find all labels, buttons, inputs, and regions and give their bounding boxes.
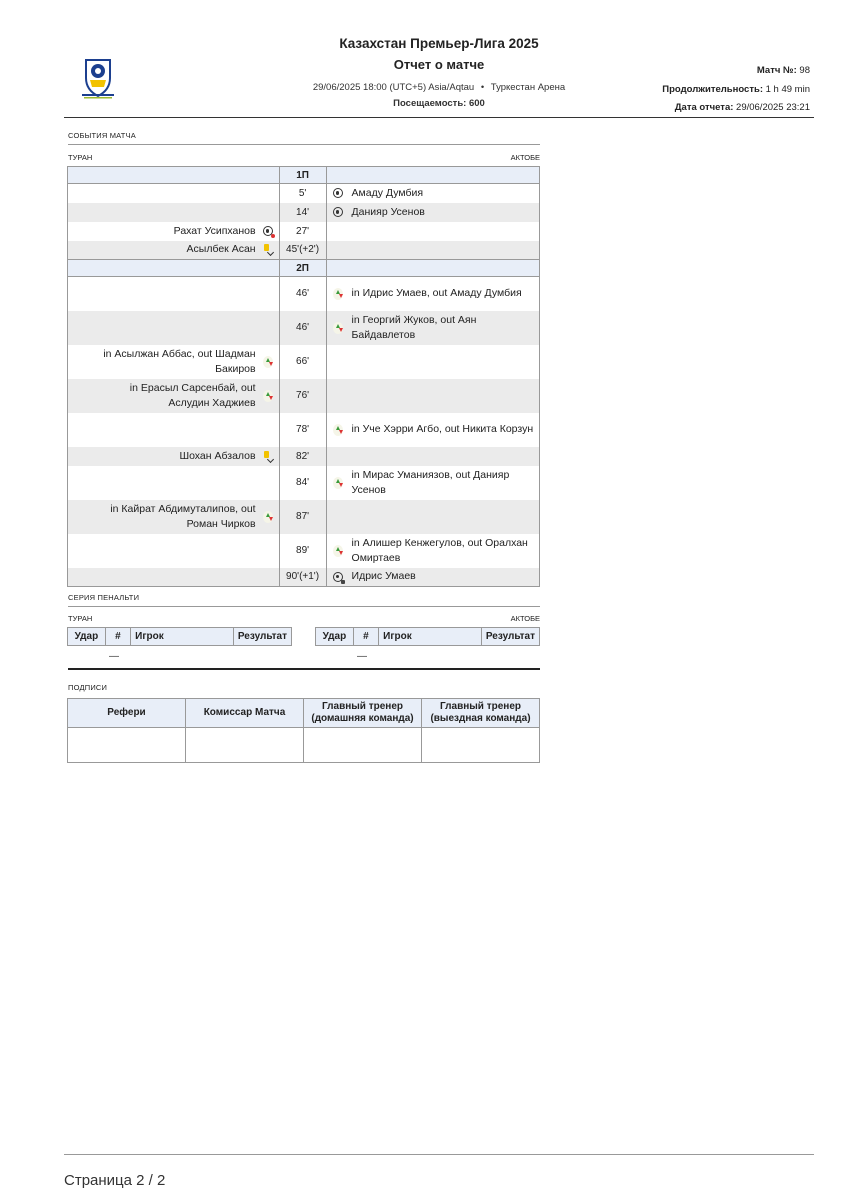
event-text: Рахат Усипханов (173, 224, 256, 237)
away-penalties-table (315, 627, 540, 646)
event-away-cell (326, 184, 539, 203)
substitution-icon (263, 356, 273, 368)
event-minute: 89' (279, 534, 326, 568)
event-home-cell (68, 413, 280, 447)
event-row (68, 466, 540, 500)
event-row (68, 222, 540, 241)
match-info (662, 62, 810, 118)
event-home-cell (68, 447, 280, 466)
event-row (68, 345, 540, 379)
signatures-table (67, 698, 540, 763)
event-home-cell (68, 184, 280, 203)
event-home-cell (68, 277, 280, 311)
league-title: Казахстан Премьер-Лига 2025 (339, 36, 539, 51)
event-home-cell (68, 568, 280, 587)
event-away-cell (326, 277, 539, 311)
event-home-cell (68, 345, 280, 379)
substitution-icon (333, 288, 343, 300)
period-header-row (68, 260, 540, 277)
event-minute: 84' (279, 466, 326, 500)
pen-col-shot: Удар (316, 628, 354, 646)
meta-separator: • (480, 82, 485, 93)
page-number: Страница 2 / 2 (64, 1172, 166, 1189)
report-title: Отчет о матче (393, 57, 485, 72)
pen-col-number: # (353, 628, 378, 646)
sig-cell-away-coach (422, 728, 540, 763)
event-minute: 45'(+2') (279, 241, 326, 260)
event-away-cell (326, 568, 539, 587)
event-text: in Ерасыл Сарсенбай, out Аслудин Хаджиев (129, 381, 256, 409)
events-body (68, 167, 540, 587)
events-divider (68, 144, 540, 145)
event-minute: 46' (279, 277, 326, 311)
event-row (68, 311, 540, 345)
sig-col-away-coach: Главный тренер (выездная команда) (422, 699, 540, 728)
signatures-section-label: ПОДПИСИ (68, 683, 108, 692)
event-text: in Георгий Жуков, out Аян Байдавлетов (351, 313, 477, 341)
report-date: Дата отчета: 29/06/2025 23:21 (674, 102, 810, 113)
sig-col-commissioner: Комиссар Матча (186, 699, 304, 728)
yellow-card-icon (263, 451, 273, 462)
event-away-cell (326, 345, 539, 379)
event-home-cell (68, 222, 280, 241)
sig-cell-referee (68, 728, 186, 763)
substitution-icon (333, 424, 343, 436)
substitution-icon (333, 545, 343, 557)
event-away-cell (326, 241, 539, 260)
event-row (68, 447, 540, 466)
pen-col-number: # (105, 628, 130, 646)
event-text: in Уче Хэрри Агбо, out Никита Корзун (351, 423, 534, 435)
event-minute: 27' (279, 222, 326, 241)
pen-col-result: Результат (481, 628, 539, 646)
substitution-icon (333, 477, 343, 489)
sig-cell-home-coach (304, 728, 422, 763)
period-away-cell (326, 260, 539, 277)
event-home-cell (68, 311, 280, 345)
event-away-cell (326, 379, 539, 413)
period-home-cell (68, 260, 280, 277)
event-home-cell (68, 534, 280, 568)
penalties-home-team: ТУРАН (68, 614, 93, 623)
pen-col-player: Игрок (131, 628, 234, 646)
penalties-divider (68, 606, 540, 607)
event-away-cell (326, 222, 539, 241)
event-row (68, 184, 540, 203)
substitution-icon (263, 390, 273, 402)
event-home-cell (68, 203, 280, 222)
goal-icon (333, 188, 343, 198)
event-home-cell (68, 466, 280, 500)
home-team-name: ТУРАН (68, 153, 93, 162)
home-penalties-table (67, 627, 292, 646)
event-row (68, 203, 540, 222)
sig-cell-commissioner (186, 728, 304, 763)
event-text: Идрис Умаев (351, 570, 416, 583)
pen-col-player: Игрок (379, 628, 482, 646)
report-header (64, 28, 814, 118)
event-minute: 66' (279, 345, 326, 379)
penalty-goal-icon (333, 572, 343, 582)
events-section-label: СОБЫТИЯ МАТЧА (68, 131, 136, 140)
event-text: in Кайрат Абдимуталипов, out Роман Чирков (110, 502, 256, 530)
footer-divider (64, 1154, 814, 1155)
header-divider (64, 117, 814, 118)
event-row (68, 241, 540, 260)
event-text: Шохан Абзалов (179, 449, 256, 462)
away-penalties-empty: — (357, 651, 367, 662)
period-away-cell (326, 167, 539, 184)
home-penalties-empty: — (109, 651, 119, 662)
period-header-row (68, 167, 540, 184)
attendance-label: Посещаемость: (393, 98, 467, 109)
event-minute: 5' (279, 184, 326, 203)
match-venue: Туркестан Арена (490, 82, 566, 93)
match-duration: Продолжительность: 1 h 49 min (662, 83, 810, 95)
events-teams (68, 153, 540, 162)
event-row (68, 277, 540, 311)
event-away-cell (326, 500, 539, 534)
events-table (67, 166, 540, 587)
event-away-cell (326, 203, 539, 222)
penalties-teams (68, 614, 540, 623)
attendance-value: 600 (468, 98, 485, 109)
match-datetime: 29/06/2025 18:00 (UTC+5) Asia/Aqtau (312, 82, 475, 93)
event-row (68, 568, 540, 587)
event-minute: 82' (279, 447, 326, 466)
substitution-icon (263, 511, 273, 523)
event-row (68, 379, 540, 413)
penalties-away-team: АКТОБЕ (510, 614, 540, 623)
pen-col-shot: Удар (68, 628, 106, 646)
event-home-cell (68, 241, 280, 260)
event-text: in Асылжан Аббас, out Шадман Бакиров (103, 347, 256, 375)
event-home-cell (68, 500, 280, 534)
event-row (68, 534, 540, 568)
substitution-icon (333, 322, 343, 334)
penalties-section-label: СЕРИЯ ПЕНАЛЬТИ (68, 593, 140, 602)
pen-col-result: Результат (233, 628, 291, 646)
event-text: Амаду Думбия (351, 186, 424, 199)
event-text: in Идрис Умаев, out Амаду Думбия (351, 287, 522, 300)
period-label: 2П (279, 260, 326, 277)
goal-icon (333, 207, 343, 217)
missed-penalty-icon (263, 226, 273, 236)
match-number: Матч №: 98 (756, 65, 810, 76)
event-away-cell (326, 466, 539, 500)
event-away-cell (326, 311, 539, 345)
sig-col-referee: Рефери (68, 699, 186, 728)
period-home-cell (68, 167, 280, 184)
event-away-cell (326, 413, 539, 447)
event-text: in Мирас Уманиязов, out Данияр Усенов (351, 468, 510, 496)
event-minute: 14' (279, 203, 326, 222)
event-minute: 76' (279, 379, 326, 413)
sig-col-home-coach: Главный тренер (домашняя команда) (304, 699, 422, 728)
away-team-name: АКТОБЕ (510, 153, 540, 162)
event-text: in Алишер Кенжегулов, out Оралхан Омиртаев (351, 536, 528, 564)
event-text: Данияр Усенов (351, 205, 425, 218)
event-away-cell (326, 447, 539, 466)
event-away-cell (326, 534, 539, 568)
event-text: Асылбек Асан (186, 243, 256, 256)
event-row (68, 500, 540, 534)
event-minute: 90'(+1') (279, 568, 326, 587)
yellow-card-icon (263, 244, 273, 255)
event-row (68, 413, 540, 447)
event-minute: 78' (279, 413, 326, 447)
event-home-cell (68, 379, 280, 413)
penalties-bottom-rule (68, 668, 540, 670)
event-minute: 46' (279, 311, 326, 345)
event-minute: 87' (279, 500, 326, 534)
period-label: 1П (279, 167, 326, 184)
